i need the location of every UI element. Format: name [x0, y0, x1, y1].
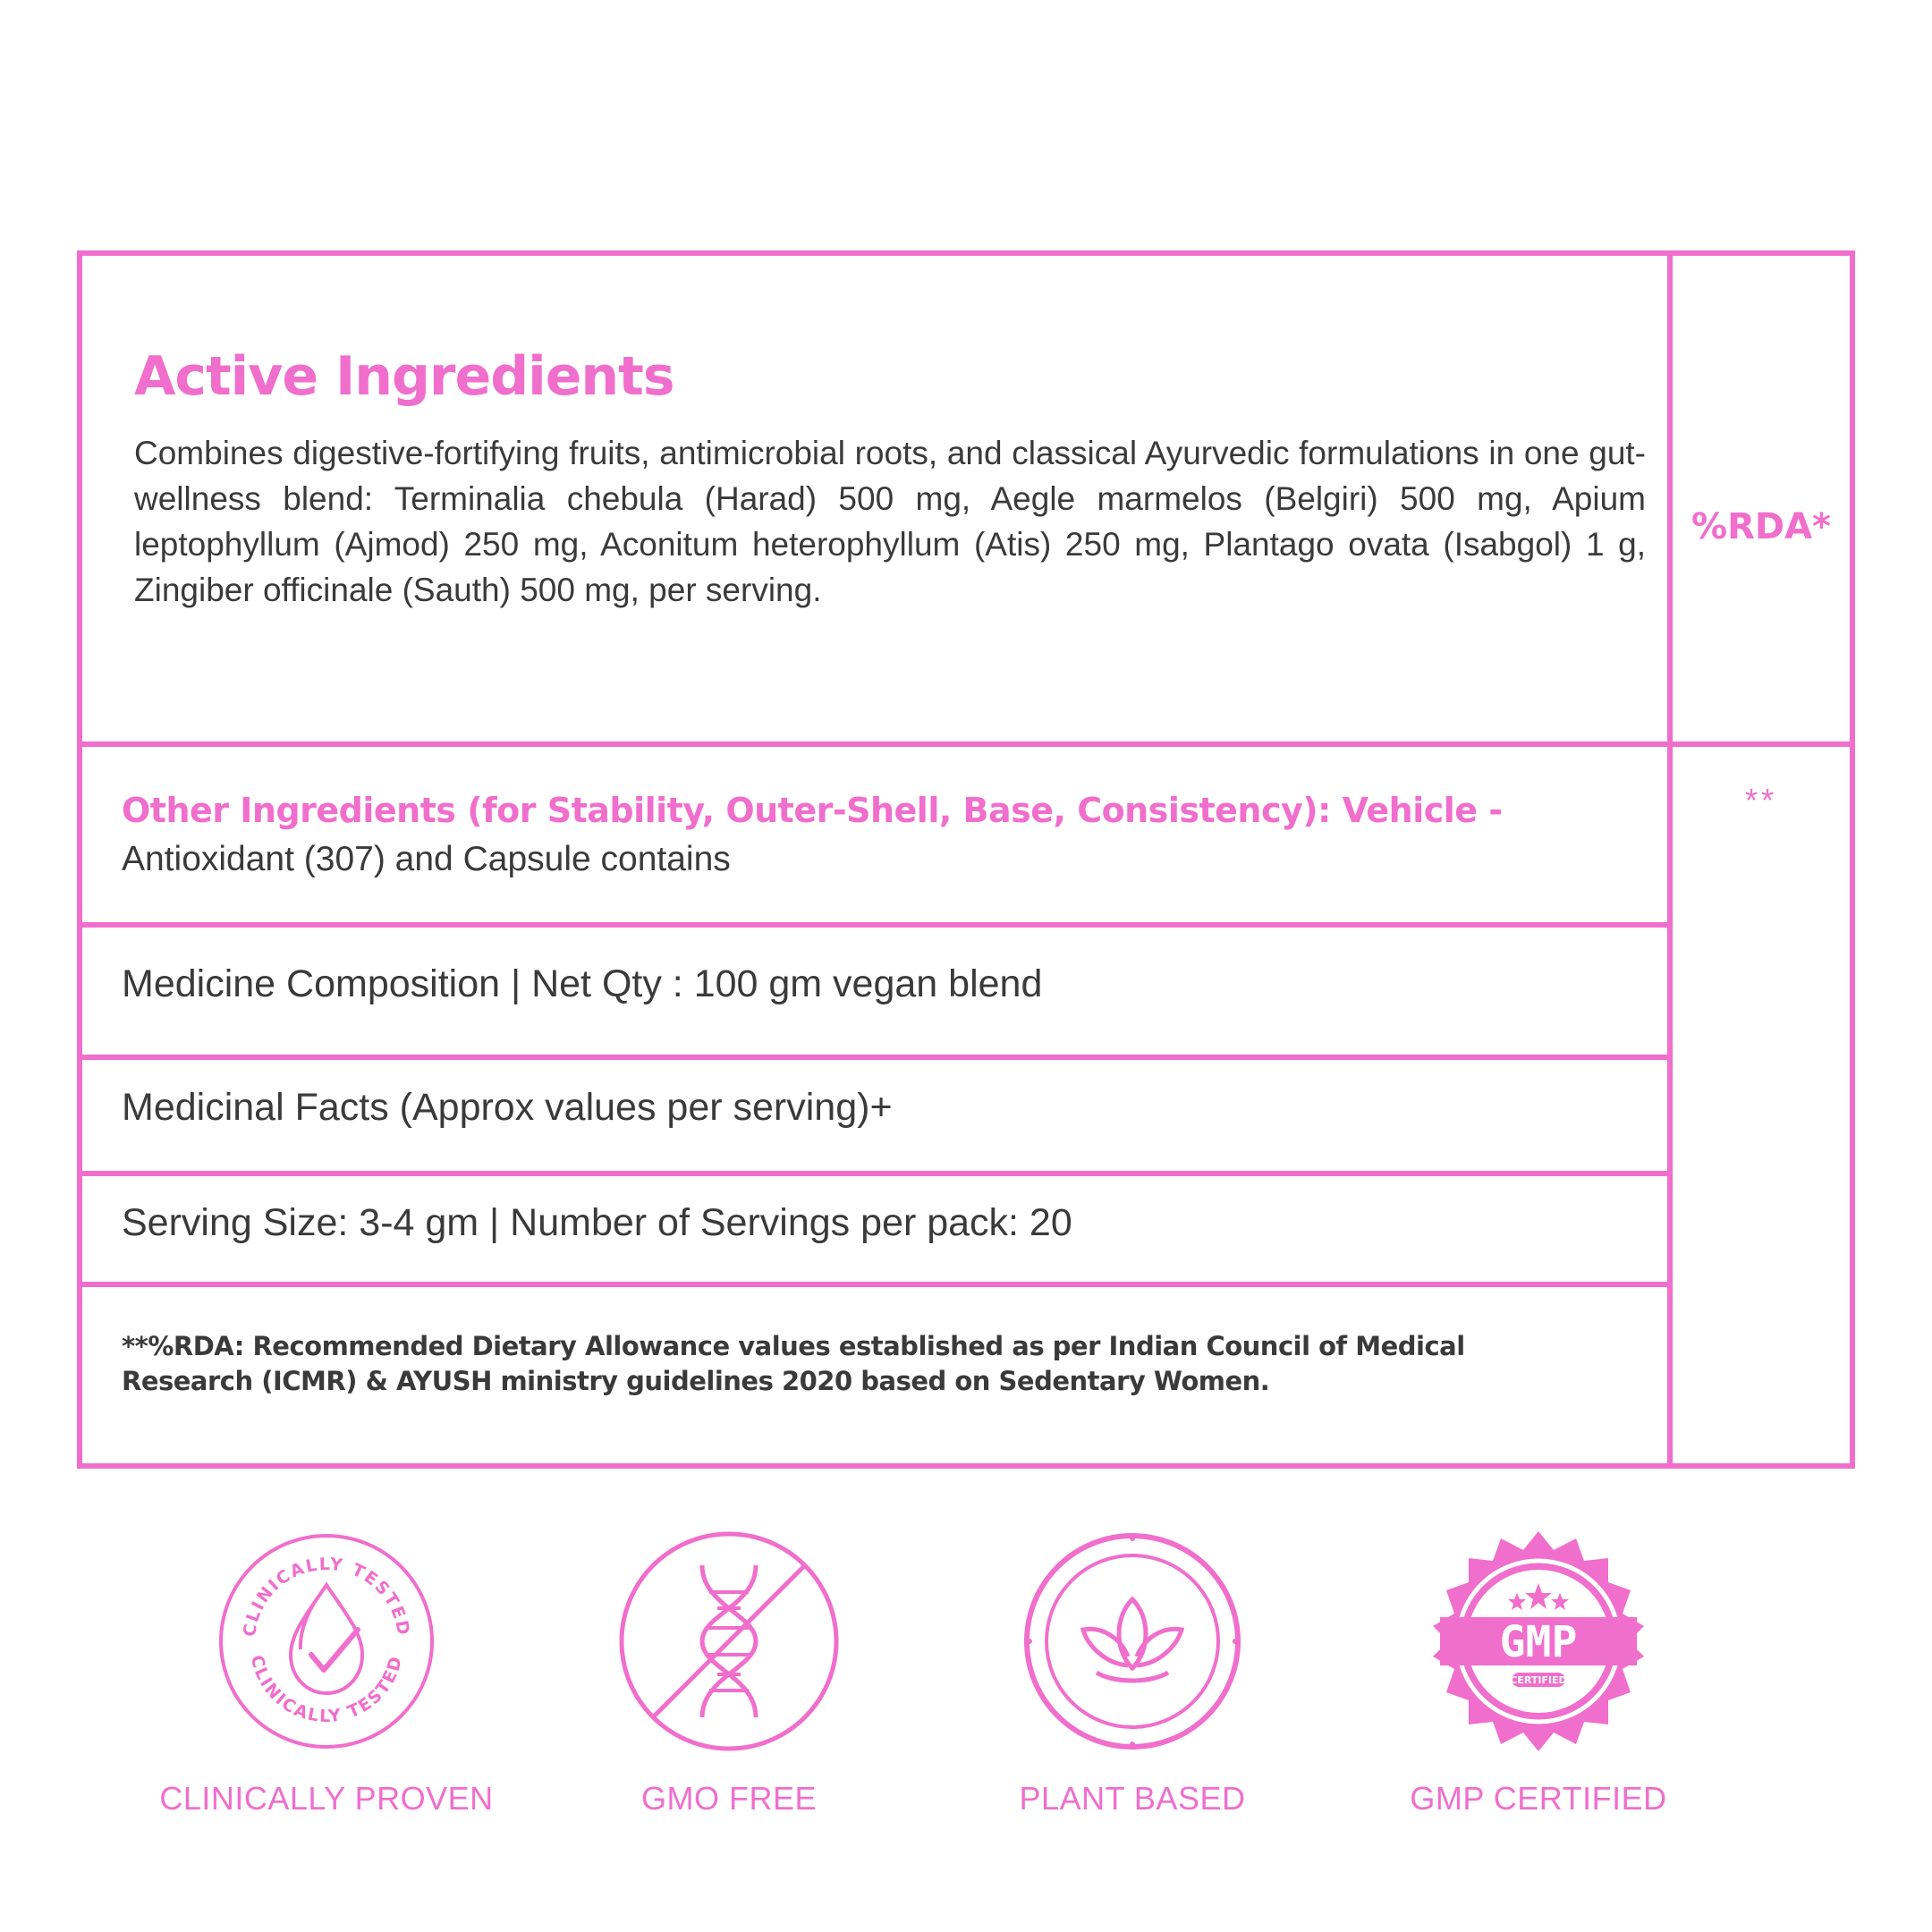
row-divider	[82, 922, 1667, 928]
row-divider	[82, 1171, 1667, 1176]
ingredients-table	[77, 250, 1855, 1469]
dna-crossed-icon	[617, 1530, 841, 1753]
badge-label: GMO FREE	[640, 1780, 817, 1817]
active-ingredients-description: Combines digestive-fortifying fruits, antimicrobial roots, and classical Ayurvedic formulations in one gut-wellness blend: Terminalia chebula (Harad) 500 mg, Aegle marmelos (Belgiri) 500 mg, Apium leptophyllum (Ajmod) 250 mg, Aconitum heterophyllum (Atis) 250 mg, Plantago ovata (Isabgol) 1 g, Zingiber officinale (Sauth) 500 mg, per serving.	[134, 435, 1646, 608]
ring-text-bottom: CLINICALLY TESTED	[246, 1653, 407, 1727]
active-ingredients-title: Active Ingredients	[134, 345, 674, 408]
seal-text: GMP	[1499, 1617, 1578, 1667]
badge-label: GMP CERTIFIED	[1410, 1780, 1667, 1817]
serving-size: Serving Size: 3-4 gm | Number of Servings per pack: 20	[122, 1201, 1072, 1244]
row-divider	[82, 741, 1850, 747]
column-divider	[1667, 256, 1673, 1463]
medicine-composition: Medicine Composition | Net Qty : 100 gm vegan blend	[122, 962, 1043, 1005]
row-divider	[82, 1282, 1667, 1287]
seal-subtext: CERTIFIED	[1510, 1674, 1567, 1686]
badge-label: PLANT BASED	[1019, 1780, 1246, 1817]
row-divider	[82, 1055, 1667, 1060]
lotus-icon	[1021, 1530, 1244, 1753]
svg-text:CLINICALLY TESTED	[240, 1555, 413, 1639]
medicinal-facts: Medicinal Facts (Approx values per serving)+	[122, 1086, 893, 1129]
rda-footnote: **%RDA: Recommended Dietary Allowance values established as per Indian Council of Medical Research (ICMR) & AYUSH ministry guidelines 2020 based on Sedentary Women.	[122, 1331, 1465, 1396]
rda-other-value: **	[1744, 782, 1778, 818]
badge-gmo-free	[523, 1530, 935, 1816]
gmp-seal-icon	[1427, 1530, 1650, 1753]
rda-header: %RDA*	[1691, 506, 1831, 547]
ring-text-top: CLINICALLY TESTED	[239, 1554, 414, 1639]
badge-plant-based	[927, 1530, 1338, 1816]
clinically-tested-icon	[215, 1530, 438, 1753]
other-ingredients-label: Other Ingredients (for Stability, Outer-Shell, Base, Consistency): Vehicle -	[122, 791, 1503, 830]
badge-label: CLINICALLY PROVEN	[159, 1780, 494, 1817]
other-ingredients	[122, 786, 1642, 884]
other-ingredients-text: Antioxidant (307) and Capsule contains	[122, 840, 731, 878]
badge-clinically-proven	[121, 1530, 532, 1816]
badge-gmp-certified	[1333, 1530, 1744, 1816]
